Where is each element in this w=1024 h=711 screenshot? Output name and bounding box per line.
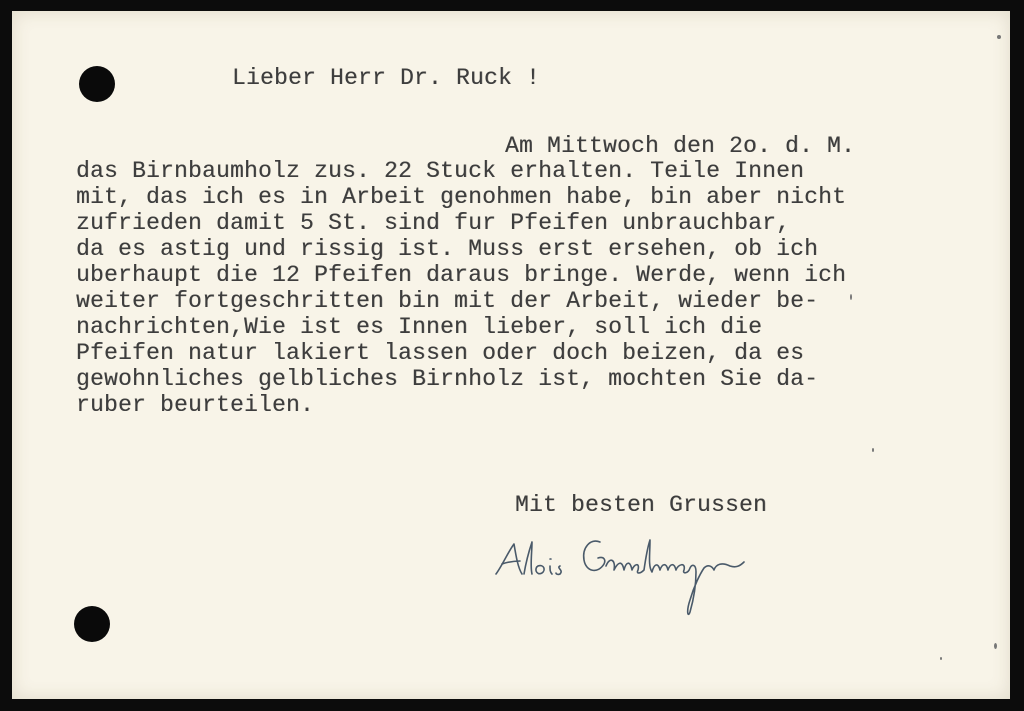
paper-speck (997, 35, 1001, 39)
body-line: gewohnliches gelbliches Birnholz ist, mochten Sie da- (76, 366, 819, 392)
punch-hole-top (79, 66, 115, 102)
body-line: ruber beurteilen. (76, 392, 315, 418)
paper-speck (850, 294, 852, 300)
body-line: mit, das ich es in Arbeit genohmen habe, bin aber nicht (76, 184, 847, 210)
body-line: zufrieden damit 5 St. sind fur Pfeifen unbrauchbar, (76, 210, 791, 236)
body-line: das Birnbaumholz zus. 22 Stuck erhalten. Teile Innen (76, 158, 805, 184)
handwritten-signature (490, 526, 790, 626)
paper-speck (872, 448, 874, 452)
body-line: uberhaupt die 12 Pfeifen daraus bringe. Werde, wenn ich (76, 262, 847, 288)
punch-hole-bottom (74, 606, 110, 642)
body-line: nachrichten,Wie ist es Innen lieber, soll ich die (76, 314, 763, 340)
paper-speck (940, 657, 942, 660)
postcard (12, 11, 1010, 699)
body-line: da es astig und rissig ist. Muss erst ersehen, ob ich (76, 236, 819, 262)
body-line: weiter fortgeschritten bin mit der Arbeit, wieder be- (76, 288, 819, 314)
body-line: Pfeifen natur lakiert lassen oder doch beizen, da es (76, 340, 805, 366)
body-line: Am Mittwoch den 2o. d. M. (505, 133, 856, 159)
paper-speck (994, 643, 997, 649)
closing: Mit besten Grussen (515, 492, 768, 518)
salutation: Lieber Herr Dr. Ruck ! (232, 65, 541, 91)
